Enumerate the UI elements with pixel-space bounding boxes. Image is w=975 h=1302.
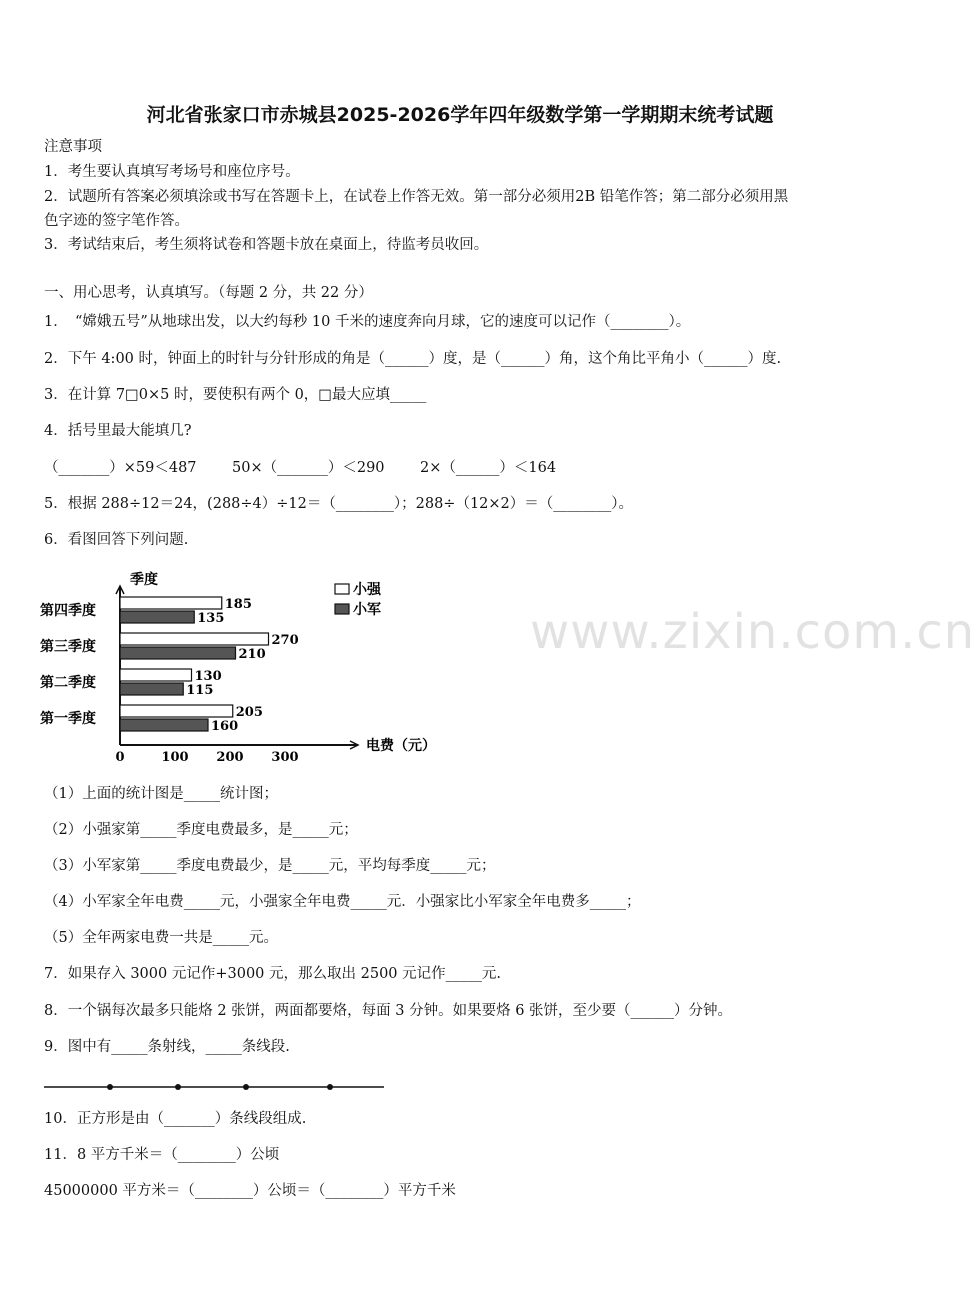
question-6-2: （2）小强家第_____季度电费最多，是_____元； bbox=[44, 822, 358, 838]
y-axis-title: 季度 bbox=[130, 572, 158, 588]
bar bbox=[120, 719, 208, 731]
point-dot bbox=[327, 1084, 333, 1090]
watermark: www.zixin.com.cn bbox=[530, 604, 975, 660]
ray-segment-figure bbox=[44, 1081, 394, 1093]
notice-item: 3．考试结束后，考生须将试卷和答题卡放在桌面上，待监考员收回。 bbox=[44, 237, 489, 253]
bar bbox=[120, 633, 269, 645]
question-10: 10．正方形是由（_______）条线段组成. bbox=[44, 1111, 307, 1127]
question-11b: 45000000 平方米＝（________）公顷＝（________）平方千米 bbox=[44, 1183, 456, 1199]
point-dot bbox=[175, 1084, 181, 1090]
bar bbox=[120, 683, 183, 695]
notice-item: 2．试题所有答案必须填涂或书写在答题卡上，在试卷上作答无效。第一部分必须用2B 铅笔作答；第二部分必须用黑 bbox=[44, 189, 789, 205]
notice-heading: 注意事项 bbox=[44, 139, 102, 155]
question-9: 9．图中有_____条射线，_____条线段. bbox=[44, 1039, 290, 1055]
legend-swatch bbox=[335, 584, 349, 594]
category-label: 第三季度 bbox=[40, 639, 96, 655]
bar bbox=[120, 669, 192, 681]
x-tick-label: 300 bbox=[271, 750, 299, 765]
bar-value-label: 115 bbox=[186, 683, 214, 698]
question-3: 3．在计算 7□0×5 时，要使积有两个 0，□最大应填_____ bbox=[44, 387, 427, 403]
electricity-bar-chart bbox=[40, 568, 500, 768]
category-label: 第四季度 bbox=[40, 603, 96, 619]
bar bbox=[120, 647, 236, 659]
bar bbox=[120, 705, 233, 717]
legend-label: 小强 bbox=[353, 582, 381, 598]
point-dot bbox=[107, 1084, 113, 1090]
question-6-1: （1）上面的统计图是_____统计图； bbox=[44, 786, 278, 802]
x-axis-title: 电费（元） bbox=[366, 738, 436, 754]
point-dot bbox=[243, 1084, 249, 1090]
x-tick-label: 200 bbox=[216, 750, 244, 765]
bar-value-label: 185 bbox=[224, 597, 252, 612]
category-label: 第二季度 bbox=[40, 675, 96, 691]
question-6-3: （3）小军家第_____季度电费最少，是_____元，平均每季度_____元； bbox=[44, 858, 496, 874]
question-4: 4．括号里最大能填几? bbox=[44, 423, 192, 439]
notice-item: 1．考生要认真填写考场号和座位序号。 bbox=[44, 164, 300, 180]
notice-item: 色字迹的签字笔作答。 bbox=[44, 213, 189, 229]
question-5: 5．根据 288÷12＝24，(288÷4）÷12＝（________）；288÷（12×2）＝（________）。 bbox=[44, 496, 634, 512]
legend-swatch bbox=[335, 604, 349, 614]
question-4a: （_______）×59＜487 bbox=[44, 460, 197, 476]
legend-label: 小军 bbox=[353, 602, 381, 618]
page-title: 河北省张家口市赤城县2025-2026学年四年级数学第一学期期末统考试题 bbox=[146, 104, 774, 126]
bar-value-label: 270 bbox=[271, 633, 299, 648]
question-7: 7．如果存入 3000 元记作+3000 元，那么取出 2500 元记作_____元. bbox=[44, 966, 501, 982]
category-label: 第一季度 bbox=[40, 711, 96, 727]
question-1: 1． “嫦娥五号”从地球出发，以大约每秒 10 千米的速度奔向月球，它的速度可以记作（________）。 bbox=[44, 314, 691, 330]
question-2: 2．下午 4:00 时，钟面上的时针与分针形成的角是（______）度，是（______）角，这个角比平角小（______）度. bbox=[44, 351, 782, 367]
bar-value-label: 210 bbox=[238, 647, 266, 662]
bar-value-label: 130 bbox=[194, 669, 222, 684]
question-11: 11．8 平方千米＝（________）公顷 bbox=[44, 1147, 280, 1163]
question-4c: 2×（______）＜164 bbox=[420, 460, 557, 476]
bar bbox=[120, 611, 194, 623]
question-8: 8．一个锅每次最多只能烙 2 张饼，两面都要烙，每面 3 分钟。如果要烙 6 张饼，至少要（______）分钟。 bbox=[44, 1003, 733, 1019]
question-4b: 50×（_______）＜290 bbox=[232, 460, 385, 476]
bar bbox=[120, 597, 222, 609]
question-6-5: （5）全年两家电费一共是_____元。 bbox=[44, 930, 278, 946]
bar-value-label: 135 bbox=[197, 611, 225, 626]
section-heading: 一、用心思考，认真填写。（每题 2 分，共 22 分） bbox=[44, 285, 373, 301]
x-tick-label: 0 bbox=[115, 750, 125, 765]
x-tick-label: 100 bbox=[161, 750, 189, 765]
question-6-4: （4）小军家全年电费_____元，小强家全年电费_____元．小强家比小军家全年电费多_____； bbox=[44, 894, 641, 910]
question-6: 6．看图回答下列问题. bbox=[44, 532, 189, 548]
bar-value-label: 160 bbox=[211, 719, 239, 734]
bar-value-label: 205 bbox=[235, 705, 263, 720]
